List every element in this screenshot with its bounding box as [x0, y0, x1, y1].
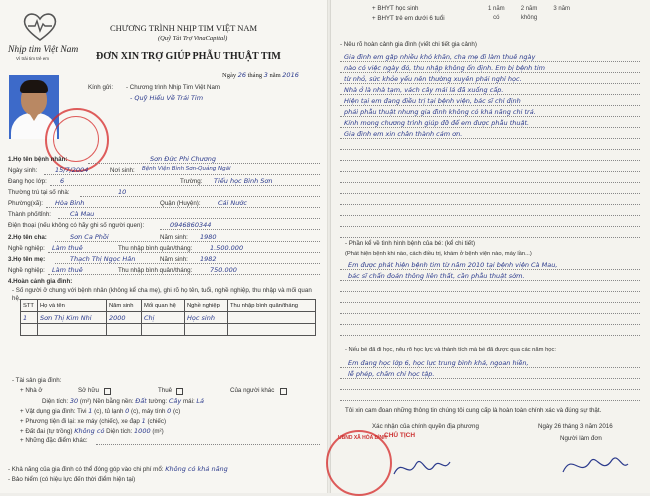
section-4-note: - Số người ở chung với bệnh nhân (không kể cha mẹ), ghi rõ họ tên, tuổi, nghề nghiệp, thu nhập và mối quan hệ. [12, 287, 312, 303]
father-income: 1.500.000 [210, 244, 244, 252]
mother-income: 750.000 [210, 266, 237, 274]
col-3-year: 3 năm [553, 5, 571, 12]
handwritten-line: Gia đình em gặp nhiều khó khăn, cha mẹ đi làm thuê ngày [344, 53, 536, 61]
name-line [88, 163, 320, 164]
mother-year-label: Năm sinh: [160, 256, 188, 263]
recipient-label: Kính gửi: [88, 84, 114, 91]
handwritten-line: Hiện tại em đang điều trị tại bệnh viện, bác sĩ chỉ định [344, 97, 521, 105]
recipient-value: - Chương trình Nhịp Tim Việt Nam [126, 84, 221, 91]
program-title: CHƯƠNG TRÌNH NHỊP TIM VIỆT NAM [110, 23, 258, 33]
ruled-line [340, 204, 640, 205]
handwritten-line: Kính mong chương trình giúp đỡ để em được phẫu thuật. [344, 119, 530, 127]
section-4-label: 4.Hoàn cảnh gia đình: [8, 278, 73, 285]
stamp-title: CHỦ TỊCH [384, 432, 416, 439]
ruled-line [340, 61, 640, 62]
ruled-line [340, 138, 640, 139]
sign-date: Ngày 26 tháng 3 năm 2016 [538, 423, 613, 430]
table-cell [228, 324, 316, 336]
table-cell: Sơn Thị Kim Nhi [38, 312, 107, 324]
ruled-line [340, 269, 640, 270]
other-features-line [96, 444, 320, 445]
mother-job-line [48, 274, 320, 275]
heart-logo-icon [22, 12, 58, 42]
table-header-row [21, 300, 316, 312]
land: + Đất đai (tự trồng) Không có Diện tích: 1000 (m²) [20, 427, 164, 435]
household-goods: + Vật dụng gia đình: Tivi 1 (c), tủ lạnh 0 (c), máy tính 0 (c) [20, 407, 181, 415]
handwritten-line: Nhà ở là nhà tạm, vách cây mái lá đã xuống cấp. [344, 86, 504, 94]
father-name: Sơn Ca Phồi [70, 233, 109, 241]
ruled-line [340, 335, 640, 336]
table-cell: Chị [142, 312, 185, 324]
city-line [58, 218, 320, 219]
house-label: + Nhà ở [20, 387, 43, 394]
table-header: Năm sinh [107, 300, 142, 312]
confirm-label: Xác nhận của chính quyền địa phương [372, 423, 479, 430]
school-value: 6 [60, 177, 65, 185]
house-detail: Diện tích: 30 (m²) Nền bằng nền: Đất tường: Cây mái: Lá [42, 397, 205, 405]
ruled-line [340, 215, 640, 216]
ruled-line [340, 367, 640, 368]
city-label: Thành phố/tỉnh: [8, 211, 52, 218]
table-header: Thu nhập bình quân/tháng [228, 300, 316, 312]
assets-label: - Tài sản gia đình: [12, 377, 62, 384]
school2-label: Trường: [180, 178, 203, 185]
sponsor: (Quỹ Tài Trợ VinaCapital) [158, 35, 228, 42]
recipient-value-2: - Quỹ Hiểu Về Trái Tim [130, 94, 204, 102]
contribution: - Khả năng của gia đình có thể đóng góp vào chi phí mổ: Không có khả năng [8, 465, 228, 473]
col-1-year: 1 năm [488, 5, 505, 12]
patient-name: Sơn Đức Phi Chương [150, 155, 216, 163]
ruled-line [340, 226, 640, 227]
col-yes: có [493, 14, 500, 21]
other-owner-checkbox[interactable] [280, 388, 287, 395]
table-cell [107, 324, 142, 336]
own-label: Sở hữu [78, 387, 99, 394]
dob-line [44, 174, 320, 175]
handwritten-line: từ nhỏ, sức khỏe yếu nên thường xuyên phải nghỉ học. [344, 75, 522, 83]
father-line [55, 241, 320, 242]
handwritten-line: phải phẫu thuật nhưng gia đình không có khả năng chi trả. [344, 108, 536, 116]
disease-label: - Phần kể về tình hình bệnh của bé: (kể chi tiết) [345, 240, 476, 247]
ruled-line [340, 313, 640, 314]
ward-value: Hòa Bình [55, 199, 85, 207]
table-header: Nghề nghiệp [185, 300, 228, 312]
stamp-ring-text: UBND XÃ HÒA BÌNH [338, 435, 387, 441]
ward-line [46, 207, 320, 208]
rent-checkbox[interactable] [176, 388, 183, 395]
ruled-line [340, 83, 640, 84]
ruled-line [340, 160, 640, 161]
phone-line [160, 229, 320, 230]
table-cell: 1 [21, 312, 38, 324]
phone-label: Điện thoại (nếu không có hãy ghi số người quen): [8, 222, 145, 229]
handwritten-line: Em được phát hiện bệnh tim từ năm 2010 tại bệnh viện Cà Mau, [348, 261, 558, 269]
ruled-line [340, 378, 640, 379]
ruled-line [340, 116, 640, 117]
ruled-line [340, 280, 640, 281]
ruled-line [340, 400, 640, 401]
table-cell [228, 312, 316, 324]
table-row [21, 324, 316, 336]
disease-note: (Phát hiện bệnh khi nào, cách điều trị, khám ở bệnh viện nào, máy lần...) [345, 251, 532, 257]
ruled-line [340, 389, 640, 390]
ruled-line [340, 237, 640, 238]
pob-label: Nơi sinh: [110, 167, 135, 174]
pob-value: Bệnh Viện Bình Sơn-Quảng Ngãi [142, 166, 231, 172]
other-features-label: + Những đặc điểm khác: [20, 437, 88, 444]
applicant-signature [560, 448, 630, 482]
bhyt-student-label: + BHYT học sinh [372, 5, 419, 12]
district-label: Quận (Huyện): [160, 200, 201, 207]
bhyt-child-label: + BHYT trẻ em dưới 6 tuổi [372, 15, 445, 22]
ruled-line [340, 291, 640, 292]
page-fold [327, 0, 331, 493]
vehicles: + Phương tiện đi lại: xe máy (chiếc), xe đạp 1 (chiếc) [20, 417, 167, 425]
father-job: Làm thuê [52, 244, 83, 252]
father-job-line [48, 252, 320, 253]
address-label: Thường trú tại số nhà: [8, 189, 70, 196]
district-value: Cái Nước [218, 199, 247, 207]
ruled-line [340, 94, 640, 95]
handwritten-line: nào có việc ngày đó, thu nhập không ổn định. Em bị bệnh tim [344, 64, 545, 72]
mother-line [55, 263, 320, 264]
mother-name: Thạch Thị Ngọc Hân [70, 255, 136, 263]
ruled-line [340, 182, 640, 183]
table-cell: Học sinh [185, 312, 228, 324]
city-value: Cà Mau [70, 210, 95, 218]
section-2-label: 2.Họ tên cha: [8, 234, 47, 241]
col-2-year: 2 năm [520, 5, 538, 12]
mother-income-label: Thu nhập bình quân/tháng: [118, 267, 193, 274]
ruled-line [340, 149, 640, 150]
handwritten-line: lễ phép, chăm chỉ học tập. [348, 370, 435, 378]
table-header: STT [21, 300, 38, 312]
handwritten-line: Gia đình em xin chân thành cảm ơn. [344, 130, 463, 138]
official-signature [392, 452, 452, 482]
ward-label: Phường(xã): [8, 200, 44, 207]
ruled-line [340, 127, 640, 128]
household-table [20, 299, 316, 336]
rent-label: Thuê [158, 387, 173, 394]
table-row [21, 312, 316, 324]
dob-label: Ngày sinh: [8, 167, 38, 174]
section-3-label: 3.Họ tên mẹ: [8, 256, 46, 263]
story-label: - Nêu rõ hoàn cảnh gia đình (viết chi tiết gia cảnh) [340, 41, 477, 48]
father-job-label: Nghề nghiệp: [8, 245, 45, 252]
table-cell [21, 324, 38, 336]
ruled-line [340, 171, 640, 172]
handwritten-line: bác sĩ chẩn đoán thông liên thất, cần phẫu thuật sớm. [348, 272, 525, 280]
insurance-label: - Bảo hiểm (có hiệu lực đến thời điểm hiện tại) [8, 476, 136, 483]
table-cell [142, 324, 185, 336]
commitment: Tôi xin cam đoan những thông tin chúng tôi cung cấp là hoàn toàn chính xác và đúng sự thật. [345, 407, 602, 414]
mother-job-label: Nghề nghiệp: [8, 267, 45, 274]
school2-value: Tiểu học Bình Sơn [214, 177, 273, 185]
ruled-line [340, 193, 640, 194]
other-owner-label: Của người khác [230, 387, 275, 394]
address-line [80, 196, 320, 197]
father-income-label: Thu nhập bình quân/tháng: [118, 245, 193, 252]
ruled-line [340, 72, 640, 73]
logo-tagline: Vì trái tim trẻ em [16, 56, 50, 61]
logo-brand: Nhịp tim Việt Nam [8, 45, 79, 55]
table-cell [38, 324, 107, 336]
school-label: Đang học lớp: [8, 178, 47, 185]
dob-value: 15/7/2004 [55, 166, 89, 174]
ruled-line [340, 324, 640, 325]
phone-value: 0946860344 [170, 221, 212, 229]
table-cell [185, 324, 228, 336]
table-header: Họ và tên [38, 300, 107, 312]
table-header: Mối quan hệ [142, 300, 185, 312]
mother-year: 1982 [200, 255, 217, 263]
insurance-grid [480, 4, 578, 22]
address-value: 10 [118, 188, 127, 196]
mother-job: Làm thuê [52, 266, 83, 274]
section-1-label: 1.Họ tên bệnh nhân: [8, 156, 68, 163]
own-checkbox[interactable] [104, 388, 111, 395]
ruled-line [340, 105, 640, 106]
form-date: Ngày 26 tháng 3 năm 2016 [222, 71, 299, 79]
father-year-label: Năm sinh: [160, 234, 188, 241]
applicant-label: Người làm đơn [560, 435, 602, 442]
table-cell: 2000 [107, 312, 142, 324]
handwritten-line: Em đang học lớp 6, học lực trung bình khá, ngoan hiền, [348, 359, 529, 367]
school-line [50, 185, 320, 186]
study-label: - Nếu bé đã đi học, nêu rõ học lực và thành tích mà bé đã được qua các năm học: [345, 347, 557, 353]
col-no: không [520, 14, 538, 21]
form-title: ĐƠN XIN TRỢ GIÚP PHẪU THUẬT TIM [96, 51, 281, 62]
ruled-line [340, 302, 640, 303]
father-year: 1980 [200, 233, 217, 241]
